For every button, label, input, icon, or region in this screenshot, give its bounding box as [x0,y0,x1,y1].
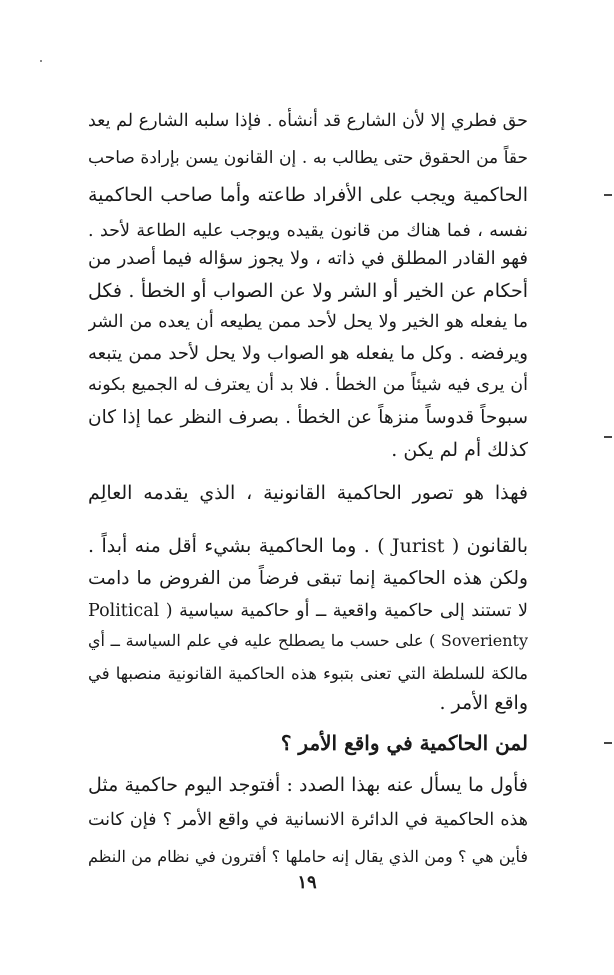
text-line: الحاكمية ويجب على الأفراد طاعته وأما صاحب الحاكمية [88,184,528,206]
scan-mark [604,436,612,438]
text-line: حقاً من الحقوق حتى يطالب به . إن القانون يسن بإرادة صاحب [88,148,528,168]
text-line: أحكام عن الخير أو الشر ولا عن الصواب أو الخطأ . فكل [88,280,528,302]
text-line: واقع الأمر . [439,692,528,714]
text-line: حق فطري إلا لأن الشارع قد أنشأه . فإذا سلبه الشارع لم يعد [88,111,528,131]
scan-mark [604,742,612,744]
page-number: ١٩ [297,872,317,893]
text-line: فهو القادر المطلق في ذاته ، ولا يجوز سؤاله فيما أصدر من [88,248,528,269]
text-line: ويرفضه . وكل ما يفعله هو الصواب ولا يحل لأحد ممن يتبعه [88,343,528,364]
section-heading: لمن الحاكمية في واقع الأمر ؟ [280,731,528,755]
text-line: فأول ما يسأل عنه بهذا الصدد : أفتوجد اليوم حاكمية مثل [88,774,528,796]
text-line: أن يرى فيه شيئاً من الخطأ . فلا بد أن يعترف له الجميع بكونه [88,375,528,395]
text-line: هذه الحاكمية في الدائرة الانسانية في واقع الأمر ؟ فإن كانت [88,810,528,830]
text-line: بالقانون ( Jurist ) . وما الحاكمية بشيء أقل منه أبداً . [88,535,528,557]
text-line: سبوحاً قدوساً منزهاً عن الخطأ . بصرف النظر عما إذا كان [88,407,528,428]
text-line: نفسه ، فما هناك من قانون يقيده ويوجب عليه الطاعة لأحد . [88,221,528,241]
text-line: كذلك أم لم يكن . [391,439,528,461]
text-line: لا تستند إلى حاكمية واقعية ــ أو حاكمية سياسية ( Political [88,601,528,621]
scan-mark [604,194,612,196]
text-line: ولكن هذه الحاكمية إنما تبقى فرضاً من الفروض ما دامت [88,568,528,589]
text-line: فأين هي ؟ ومن الذي يقال إنه حاملها ؟ أفترون في نظام من النظم [88,847,528,866]
text-line: Soverienty ) على حسب ما يصطلح عليه في علم السياسة ــ أي [88,631,528,650]
text-line: مالكة للسلطة التي تعنى بتبوء هذه الحاكمية القانونية منصبها في [88,664,528,683]
scan-speck [40,60,42,62]
text-line: فهذا هو تصور الحاكمية القانونية ، الذي يقدمه العالِم [88,482,528,504]
text-line: ما يفعله هو الخير ولا يحل لأحد ممن يطيعه أن يعده من الشر [88,312,528,332]
